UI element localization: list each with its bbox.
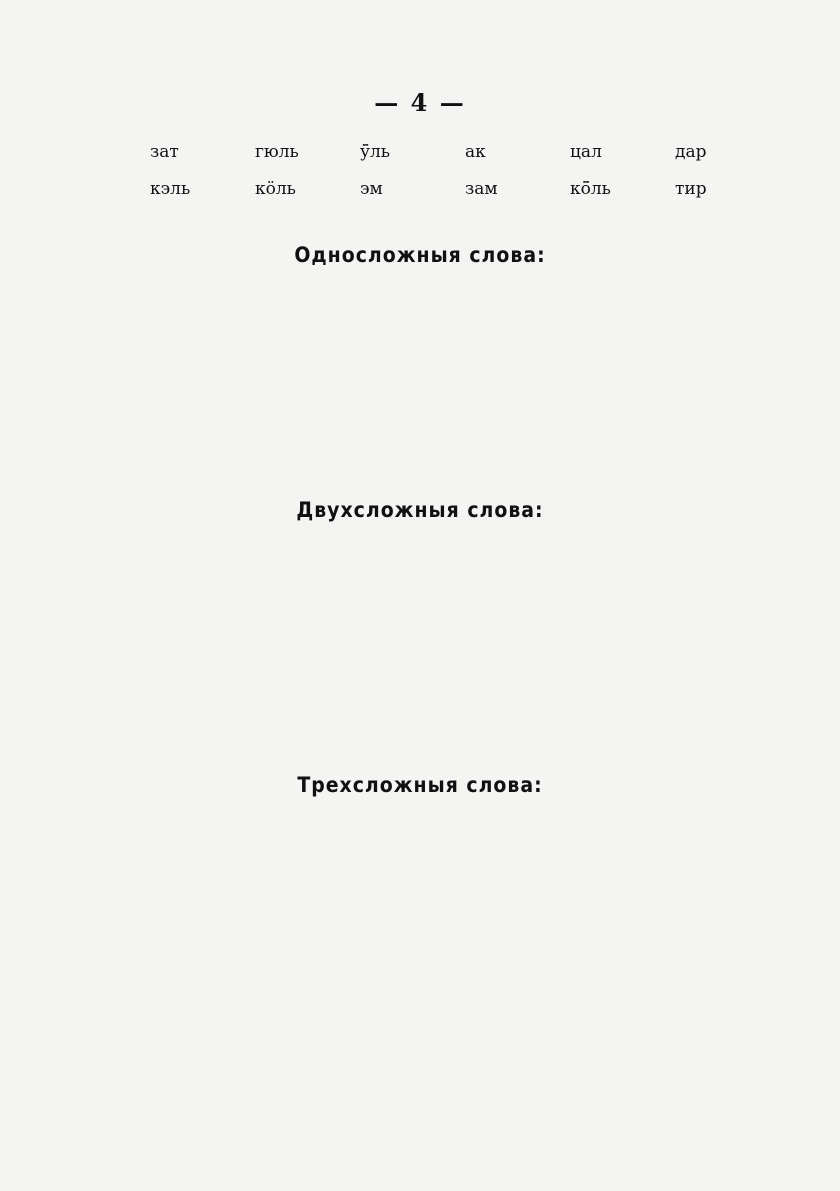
mongolian-word-column-slot [360,815,390,1095]
mongolian-glyph-slot [320,142,342,168]
column-slot-guide [326,285,327,470]
mongolian-word-column-slot [552,285,582,470]
mongolian-glyph-slot [530,142,552,168]
key-entry [530,175,635,209]
key-row [110,175,750,209]
mongolian-word-column-slot [408,285,438,470]
mongolian-glyph-slot [635,142,657,168]
column-slot-guide [518,815,519,1095]
mongolian-glyph-slot [425,142,447,168]
mongolian-glyph-slot [320,179,342,205]
key-reading: гюль [255,142,299,162]
column-slot-guide [134,815,135,1095]
column-slot-guide [374,540,375,750]
mongolian-word-column-slot [600,815,630,1095]
key-reading: зам [465,179,498,199]
key-reading: кӧль [255,179,296,199]
mongolian-glyph-slot [215,142,237,168]
column-slot-guide [374,285,375,470]
key-row [110,138,750,172]
mongolian-glyph-slot [110,142,132,168]
column-slot-guide [662,815,663,1095]
column-slot-guide [662,540,663,750]
mongolian-word-column-slot [264,540,294,750]
column-slot-guide [566,285,567,470]
key-reading: ак [465,142,486,162]
mongolian-word-column-slot [504,815,534,1095]
column-slot-guide [134,285,135,470]
column-slot-guide [470,815,471,1095]
key-entry [635,175,740,209]
key-entry [530,138,635,172]
column-slot-guide [614,285,615,470]
key-entry [425,138,530,172]
column-slot-guide [278,540,279,750]
mongolian-word-column-slot [312,540,342,750]
column-slot-guide [230,815,231,1095]
mongolian-glyph-slot [425,179,447,205]
mongolian-word-column-slot [120,540,150,750]
monosyllabic-word-grid [120,285,700,470]
column-slot-guide [182,540,183,750]
key-reading: дар [675,142,707,162]
mongolian-word-column-slot [312,285,342,470]
disyllabic-word-grid [120,540,700,750]
column-slot-guide [470,285,471,470]
mongolian-word-column-slot [168,540,198,750]
key-entry [215,175,320,209]
mongolian-word-column-slot [264,285,294,470]
column-slot-guide [278,815,279,1095]
mongolian-glyph-slot [635,179,657,205]
mongolian-word-column-slot [360,540,390,750]
mongolian-word-column-slot [360,285,390,470]
mongolian-word-column-slot [456,540,486,750]
column-slot-guide [182,285,183,470]
column-slot-guide [518,285,519,470]
column-slot-guide [614,815,615,1095]
mongolian-word-column-slot [456,815,486,1095]
key-entry [110,138,215,172]
key-reading: кэль [150,179,191,199]
mongolian-word-column-slot [552,815,582,1095]
key-entry [635,138,740,172]
key-entry [425,175,530,209]
key-reading: цал [570,142,602,162]
mongolian-word-column-slot [552,540,582,750]
mongolian-word-column-slot [168,815,198,1095]
column-slot-guide [422,285,423,470]
column-slot-guide [374,815,375,1095]
mongolian-word-column-slot [600,540,630,750]
column-slot-guide [566,815,567,1095]
mongolian-word-column-slot [120,815,150,1095]
column-slot-guide [278,285,279,470]
mongolian-glyph-slot [110,179,132,205]
column-slot-guide [326,815,327,1095]
mongolian-word-column-slot [216,815,246,1095]
column-slot-guide [566,540,567,750]
column-slot-guide [614,540,615,750]
column-slot-guide [422,540,423,750]
mongolian-word-column-slot [648,815,678,1095]
mongolian-word-column-slot [648,540,678,750]
mongolian-word-column-slot [312,815,342,1095]
trisyllabic-word-grid [120,815,700,1095]
mongolian-word-column-slot [504,540,534,750]
key-reading: зат [150,142,179,162]
mongolian-word-column-slot [120,285,150,470]
section-heading-disyllabic: Двухсложныя слова: [296,498,544,522]
column-slot-guide [230,285,231,470]
column-slot-guide [470,540,471,750]
key-entry [320,138,425,172]
mongolian-word-column-slot [408,815,438,1095]
mongolian-word-column-slot [504,285,534,470]
key-reading: тир [675,179,707,199]
mongolian-word-column-slot [168,285,198,470]
key-entry [320,175,425,209]
key-reading: эм [360,179,383,199]
column-slot-guide [182,815,183,1095]
key-entry [215,138,320,172]
key-reading: кӧ̄ль [570,179,611,199]
key-entry [110,175,215,209]
mongolian-word-column-slot [456,285,486,470]
section-heading-trisyllabic: Трехсложныя слова: [297,773,543,797]
mongolian-word-column-slot [600,285,630,470]
column-slot-guide [134,540,135,750]
column-slot-guide [518,540,519,750]
column-slot-guide [422,815,423,1095]
section-heading-monosyllabic: Односложныя слова: [294,243,546,267]
mongolian-word-column-slot [264,815,294,1095]
column-slot-guide [662,285,663,470]
column-slot-guide [326,540,327,750]
column-slot-guide [230,540,231,750]
mongolian-word-column-slot [216,540,246,750]
key-reading: ӱ̄ль [360,142,391,162]
mongolian-word-column-slot [408,540,438,750]
mongolian-glyph-slot [215,179,237,205]
page-number: — 4 — [374,88,466,117]
mongolian-word-column-slot [216,285,246,470]
mongolian-word-column-slot [648,285,678,470]
mongolian-glyph-slot [530,179,552,205]
